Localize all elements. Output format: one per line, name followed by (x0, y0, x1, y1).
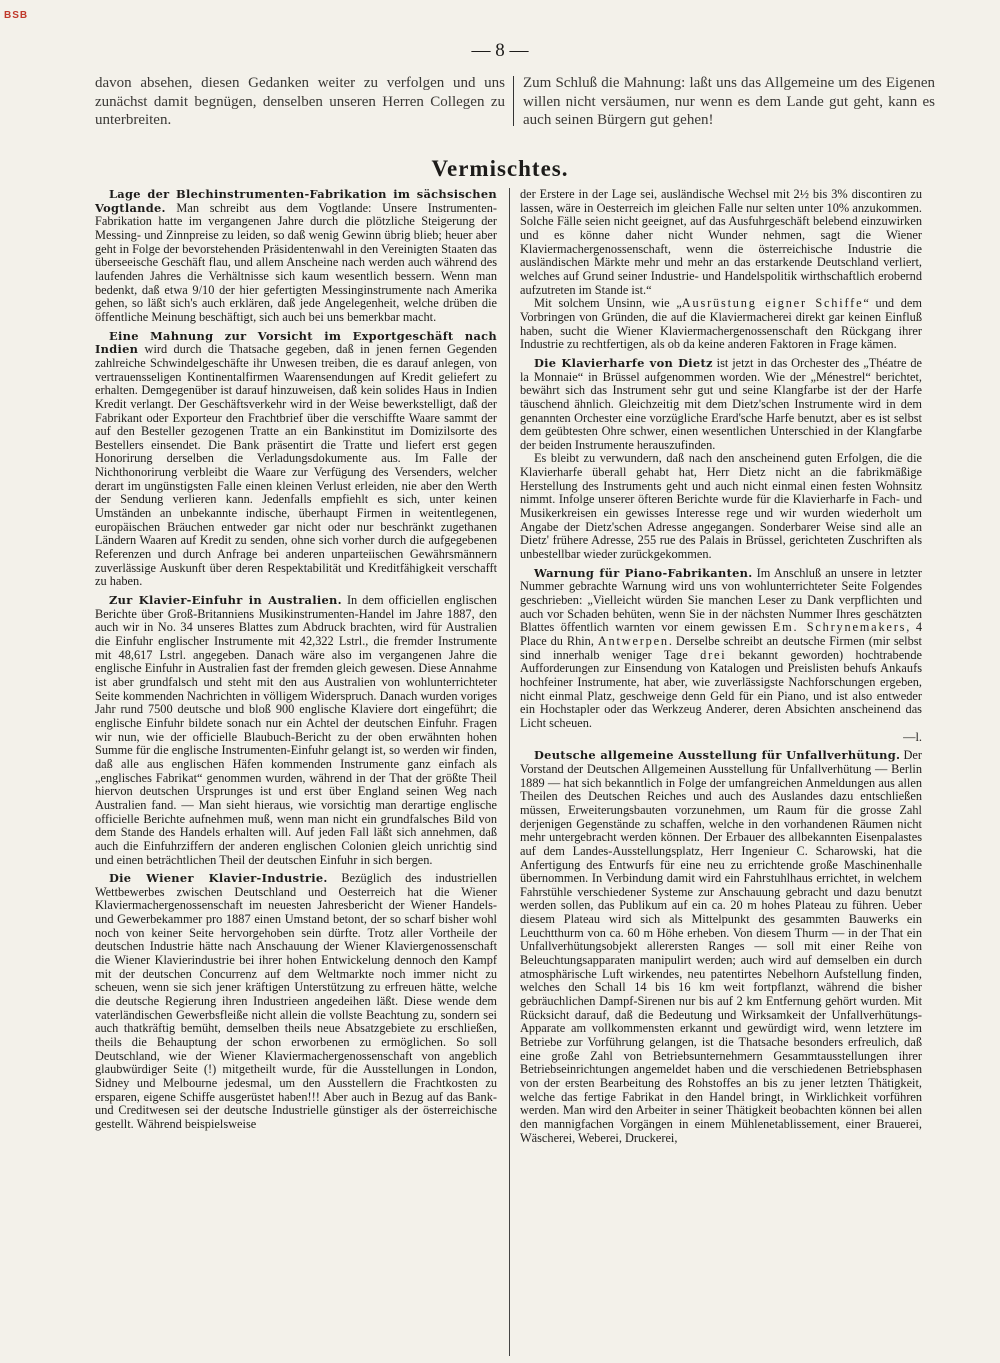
article-text: . Derselbe schreibt an deutsche Firmen (mir selbst sind innerhalb weniger Tage (520, 634, 922, 662)
left-column (95, 188, 497, 1137)
article-headline: Warnung für Piano-Fabrikanten. (534, 565, 753, 580)
page-number: — 8 — (471, 40, 529, 61)
article-headline: Deutsche allgemeine Ausstellung für Unfallverhütung. (534, 748, 901, 763)
article-blechinstrumente (95, 188, 497, 325)
article-columns (95, 188, 935, 1358)
article-text: der Erstere in der Lage sei, ausländische Wechsel mit 2½ bis 3% discontiren zu lassen, wäre in Oesterreich im gleichen Falle nur selten unter 10% anzukommen. Solche Fälle seien nicht geeignet, auf das Ausfuhrgeschäft belebend einzuwirken und es könne daher nicht Wunder nehmen, sagt die Wiener Klaviermachergenossenschaft, wenn die österreichische Industrie die ausländischen Märkte mehr und mehr an das erstarkende Deutschland verliert, welches auf Grund seiner Industrie- und Handelspolitik wirthschaftlich erobernd aufzutreten im Stande ist.“ (520, 187, 922, 297)
article-wiener-continued (520, 188, 922, 352)
article-text: Mit solchem Unsinn, wie „ (534, 296, 682, 311)
article-text: Bezüglich des industriellen Wettbewerbes zwischen Deutschland und Oesterreich hat die Wiener Klaviermachergenossenschaft im neuesten Jahresbericht der Wiener Handels- und Gewerbekammer pro 1887 einen Umstand betont, der so scharf bisher wohl noch von keiner Seite hervorgehoben sein dürfte. Trotz aller Vortheile der deutschen Industrie hätte nach Anschauung der Wiener Klaviergenossenschaft die Wiener Klavierindustrie bei ihrer hohen Entwickelung dennoch den Kampf mit der deutschen Concurrenz auf dem Weltmarkte noch immer nicht zu scheuen, wenn sie sich jener kräftigen Unterstützung zu erfreuen hätte, welche die deutsche Regierung ihren Industrieen angedeihen läßt. Diese wende dem vaterländischen Gewerbsfleiße nicht allein die vollste Beachtung zu, sondern sei auch thatkräftig bemüht, demselben theils neue Absatzgebiete zu erschließen, theils die Behauptung der schon erworbenen zu ermöglichen. So soll Deutschland, wie der Wiener Klaviermachergenossenschaft von angeblich glaubwürdiger Seite (!) mitgetheilt wurde, für die Ausstellungen in London, Sidney und Melbourne jedesmal, um den Ausstellern die Frachtkosten zu ersparen, eigene Schiffe ausgerüstet haben!!! Aber auch in Bezug auf das Bank- und Creditwesen sei der deutsche Industrielle günstiger als der österreichische gestellt. Während beispielsweise (95, 871, 497, 1131)
article-text: ist jetzt in das Orchester des „Théatre de la Monnaie“ in Brüssel aufgenommen worden. Wie der „Ménestrel“ berichtet, bewährt sich das Instrument sehr gut und seine Klangfarbe ist der der Harfe täuschend ähnlich. Gleichzeitig mit dem Dietz'schen Instrumente wird in dem genannten Orchester eine vorzügliche Erard'sche Harfe benutzt, aber es ist selbst dem geübtesten Ohre schwer, einen wesentlichen Unterschied in der Klangfarbe der beiden Instrumente herauszufinden. (520, 355, 922, 452)
article-headline: Die Wiener Klavier-Industrie. (109, 871, 328, 886)
article-text: “ und dem Vorbringen von Gründen, die auf die Klaviermacherei direkt gar keinen Einfluß haben, sucht die Wiener Klaviermachergenossenschaft den Rückgang ihrer Industrie zu rechtfertigen, als ob da keine anderen Faktoren in Frage kämen. (520, 296, 923, 352)
article-text: wird durch die Thatsache gegeben, daß in jenen fernen Gegenden zahlreiche Schwindelgeschäfte ihr Unwesen treiben, die es darauf anlegen, von vertrauensseligen Kontinentalfirmen Waarensendungen auf Kredit geliefert zu erhalten. Demgegenüber ist darauf hinzuweisen, daß kein solides Haus in Indien Kredit verlangt. Der Geschäftsverkehr wird in der Weise bewerkstelligt, daß der Fabrikant oder Exporteur den Frachtbrief über die verschiffte Waare sammt der auf den Besteller gezogenen Tratte an ein Bankinstitut im Domizilsorte des Bestellers einsendet. Die Bank präsentirt die Tratte und liefert erst gegen Honorirung derselben die Verladungsdokumente aus. Im Falle der Nichthonorirung verbleibt die Waare zur Verfügung des Versenders, welcher derart im ungünstigsten Falle einen kleinen Verlust erleiden, nie aber den Werth der Sendung verlieren kann. Jedenfalls empfiehlt es sich, unter keinen Umständen an unbekannte indische, überhaupt Firmen in weitentlegenen, europäischen Bräuchen entweder gar nicht oder nur beschränkt zugethanen Ländern Waaren auf Kredit zu senden, ohne sich vorher durch die aufgegebenen Referenzen und durch Anfrage bei anderen unparteiischen Gewährsmännern zuverlässige Auskunft über deren Respektabilität und Kreditfähigkeit verschafft zu haben. (95, 342, 497, 589)
article-klavierharfe-dietz (520, 357, 922, 562)
article-text: Es bleibt zu verwundern, daß nach den anscheinend guten Erfolgen, die die Klavierharfe überall gehabt hat, Herr Dietz nicht an die fabrikmäßige Herstellung des Instruments geht und auch nicht einmal einen festen Wohnsitz nimmt. Infolge unserer öfteren Berichte wurde für die Klavierharfe in Fach- und Musikerkreisen ein gewisses Interesse rege und wir wurden wiederholt um Angabe der Dietz'schen Adresse angegangen. Sonderbarer Weise sind alle an Dietz' frühere Adresse, 255 rue des Palais in Brüssel, gerichteten Zuschriften als unbestellbar wieder zurückgekommen. (520, 451, 922, 562)
article-unfallverhuetung (520, 749, 922, 1145)
emphasized-city: Antwerpen (597, 634, 669, 648)
article-text: bekannt geworden) hochtrabende Aufforderungen zur Einsendung von Katalogen und Preislisten behufs Ankaufs hochfeiner Instrumente, hat aber, wie zuverlässigste Nachforschungen ergeben, nicht einmal Platz, geschweige denn Geld für ein Piano, und ist also entweder ein Hochstapler oder das Werkzeug Anderer, deren Absichten anscheinend das Licht scheuen. (520, 647, 922, 730)
continuation-right: Zum Schluß die Mahnung: laßt uns das Allgemeine um des Eigenen willen nicht versäumen, nur wenn es dem Lande gut geht, kann es auch seinen Bürgern gut gehen! (523, 75, 935, 128)
article-export-indien (95, 330, 497, 589)
column-divider (509, 188, 510, 1356)
article-wiener-klavier-industrie (95, 872, 497, 1131)
article-klavier-australien (95, 594, 497, 867)
continuation-block (95, 74, 935, 130)
continuation-left: davon absehen, diesen Gedanken weiter zu verfolgen und uns zunächst damit begnügen, denselben unseren Herren Collegen zu unterbreiten. (95, 75, 505, 128)
article-headline: Eine Mahnung zur Vorsicht im Exportgeschäft nach Indien (95, 328, 497, 357)
article-headline: Zur Klavier-Einfuhr in Australien. (109, 593, 342, 608)
section-title: Vermischtes. (431, 156, 569, 181)
right-column (520, 188, 922, 1150)
column-divider-top (513, 76, 514, 126)
article-headline: Lage der Blechinstrumenten-Fabrikation im sächsischen Vogtlande. (95, 187, 497, 215)
article-headline: Die Klavierharfe von Dietz (534, 355, 713, 370)
article-warnung-piano (520, 567, 922, 745)
article-text: , 4 Place du Rhin, (520, 620, 923, 648)
article-text: Im Anschluß an unsere in letzter Nummer gebrachte Warnung wird uns von wohlunterrichteter Seite Folgendes geschrieben: „Vielleicht würden Sie manchen Leser zu Dank verpflichten und auch vor Schaden behüten, wenn Sie in der nächsten Nummer Ihres geschätzten Blattes öffentlich warnten vor einem gewissen (520, 565, 922, 635)
library-stamp: BSB (4, 10, 29, 21)
author-signature: —l. (903, 729, 922, 744)
article-text: In dem officiellen englischen Berichte über Groß-Britanniens Musikinstrumenten-Handel im Jahre 1887, den auch wir in No. 34 unseres Blattes zum Abdruck brachten, wird für Australien die Einfuhr englischer Instrumente mit 42,322 Lstrl., die fremder Instrumente mit 48,617 Lstrl. angegeben. Danach wäre also im vergangenen Jahre die englische Einfuhr in Australien fast der fremden gleich gewesen. Diese Annahme ist aber grundfalsch und steht mit den aus Australien von wohlunterrichteter Seite kommenden Nachrichten in völligem Widerspruch. Danach wurden voriges Jahr rund 7500 deutsche und bloß 900 englische Klaviere dort eingeführt; die englische Einfuhr bildete sonach nur ein Achtel der deutschen Einfuhr. Fragen wir nun, wie der officielle Blaubuch-Bericht zu der oben erwähnten hohen Summe für die englische Instrumenten-Einfuhr gelangt ist, so werden wir finden, daß alle aus englischen Häfen kommenden Instrumente ganz einfach als „englisches Fabrikat“ genommen wurden, während in der That der größte Theil hiervon deutschen Ursprunges ist und erst über England seinen Weg nach Australien fand. — Man sieht hieraus, wie vorsichtig man derartige englische officielle Berichte aufnehmen muß, wenn man nicht ein grundfalsches Bild von dem Stande des Handels erhalten will. Auf jeden Fall läßt sich annehmen, daß auch die Einfuhrziffern der anderen englischen Colonien gleich unrichtig sind und einen beträchtlichen Theil der deutschen Einfuhr in sich bergen. (95, 593, 497, 867)
article-text: Man schreibt aus dem Vogtlande: Unsere Instrumenten-Fabrikation hatte im vergangenen Jahre durch die plötzliche Steigerung der Messing- und Zinnpreise zu leiden, so daß wenig Gewinn übrig blieb; heuer aber geht in Folge der bevorstehenden Präsidentenwahl in den Vereinigten Staaten das überseeische Geschäft flau, und allem Anscheine nach werden auch während des laufenden Jahres die Verhältnisse sich kaum wesentlich bessern. Wenn man bedenkt, daß etwa 9/10 der hier gefertigten Messinginstrumente nach Amerika gehen, so läßt sich's auch erklären, daß jede Angelegenheit, welche drüben die öffentliche Meinung beschäftigt, sich auch bei uns bemerkbar macht. (95, 200, 497, 324)
emphasized-name: Em. Schrynemakers (772, 620, 907, 635)
emphasized-word: drei (700, 647, 727, 662)
emphasized-text: Ausrüstung eigner Schiffe (681, 296, 864, 311)
article-text: Der Vorstand der Deutschen Allgemeinen Ausstellung für Unfallverhütung — Berlin 1889 — hat sich bekanntlich in Folge der umfangreichen Anmeldungen aus allen Theilen des Deutschen Reiches und auch des Auslandes dazu entschließen müssen, Erweiterungsbauten vorzunehmen, um Raum für die grosse Zahl derjenigen Gegenstände zu schaffen, welche in den vorhandenen Räumen nicht mehr untergebracht werden können. Der Erbauer des allbekannten Eisenpalastes auf dem Landes-Ausstellungsplatz, Herr Ingenieur C. Scharowski, hat die Anfertigung des Entwurfs für eine neu zu errichtende große Maschinenhalle übernommen. In Verbindung damit wird ein Fahrstuhlhaus errichtet, in welchem Fahrstühle verschiedener Systeme zur Anschauung gebracht und dazu benutzt werden sollen, das Publikum auf ein ca. 20 m hohes Plateau zu führen. Ueber diesem Plateau wird sich als Mittelpunkt des gesammten Bauwerks ein Leuchtthurm von ca. 60 m Höhe erheben. Von diesem Thurm — in der That ein Unfallverhütungsobjekt allerersten Ranges — soll mit einer Reihe von Beleuchtungsapparaten manipulirt werden; auch wird auf demselben ein durch atmosphärische Luft wirkendes, neu patentirtes Nebelhorn Aufstellung finden, welches den Schall 14 bis 16 km weit fortpflanzt, während die bisher gebräuchlichen Dampf-Sirenen nur bis auf 2 km Entfernung gehört wurden. Mit Rücksicht darauf, daß die Bedeutung und Wirksamkeit der Unfallverhütungs-Apparate am vollkommensten erkannt und gewürdigt wird, wenn letztere im Betriebe zur Vorführung gelangen, ist die Thatsache besonders erfreulich, daß eine große Zahl von Betriebsunternehmern Gesammtausstellungen ihrer Betriebseinrichtungen angemeldet haben und die verschiedenen Betriebsphasen von der ersten Bearbeitung des Rohstoffes an bis zu jener letzten Thätigkeit, welche das fertige Fabrikat in den Handel bringt, in Wirklichkeit vorführen werden. Man wird den Arbeiter in seiner Thätigkeit beobachten können bei allen den mannigfachen Vorgängen in einem Mühlenetablissement, einer Brauerei, Wäscherei, Weberei, Druckerei, (520, 748, 923, 1145)
